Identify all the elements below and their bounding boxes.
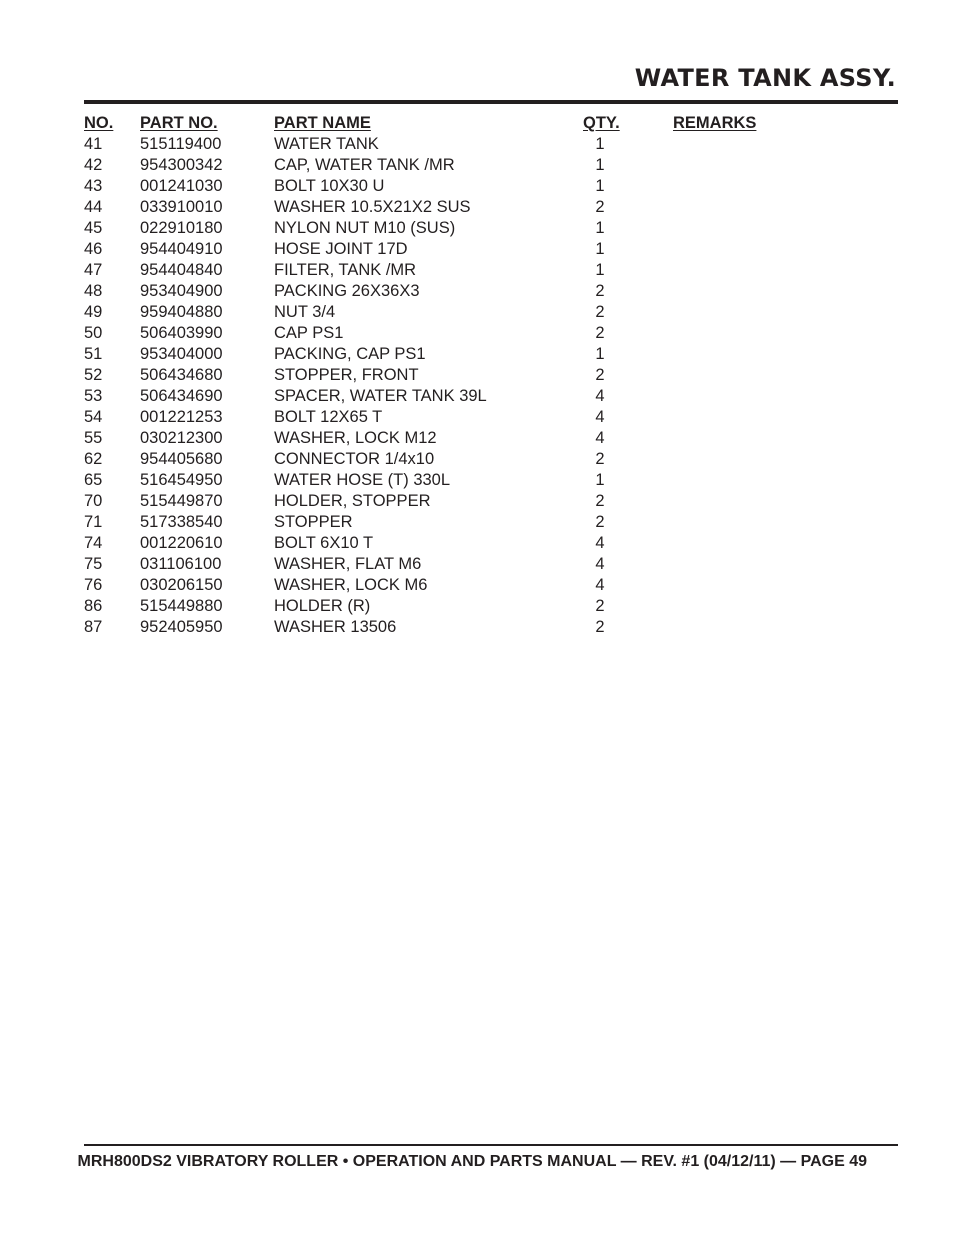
header-remarks: REMARKS (673, 114, 757, 132)
header-part-name: PART NAME (274, 114, 371, 132)
table-header-row (84, 113, 784, 134)
table-row (84, 197, 784, 218)
cell-part-no: 030206150 (140, 576, 223, 594)
cell-part-no: 952405950 (140, 618, 223, 636)
table-row (84, 281, 784, 302)
cell-part-name: STOPPER (274, 513, 353, 531)
cell-part-name: WASHER, LOCK M6 (274, 576, 428, 594)
cell-part-no: 001241030 (140, 177, 223, 195)
cell-part-name: SPACER, WATER TANK 39L (274, 387, 487, 405)
cell-qty: 1 (595, 219, 605, 237)
cell-no: 43 (84, 177, 103, 195)
header-no: NO. (84, 114, 114, 132)
cell-part-no: 001220610 (140, 534, 223, 552)
cell-qty: 2 (595, 492, 605, 510)
cell-no: 76 (84, 576, 103, 594)
cell-part-no: 022910180 (140, 219, 223, 237)
cell-part-no: 517338540 (140, 513, 223, 531)
cell-part-name: WATER TANK (274, 135, 379, 153)
cell-part-no: 515119400 (140, 135, 222, 153)
cell-no: 45 (84, 219, 103, 237)
cell-part-no: 954405680 (140, 450, 223, 468)
cell-no: 41 (84, 135, 103, 153)
header-part-no: PART NO. (140, 114, 218, 132)
cell-no: 87 (84, 618, 103, 636)
cell-part-no: 954404910 (140, 240, 223, 258)
table-row (84, 596, 784, 617)
cell-part-name: STOPPER, FRONT (274, 366, 419, 384)
table-row (84, 533, 784, 554)
cell-qty: 2 (595, 324, 605, 342)
table-row (84, 617, 784, 638)
cell-qty: 1 (595, 261, 605, 279)
cell-part-name: BOLT 10X30 U (274, 177, 385, 195)
page-footer: MRH800DS2 VIBRATORY ROLLER • OPERATION AND PARTS MANUAL — REV. #1 (04/12/11) — PAGE 49 (77, 1153, 867, 1170)
cell-part-name: BOLT 12X65 T (274, 408, 383, 426)
cell-no: 51 (84, 345, 103, 363)
cell-part-name: CONNECTOR 1/4x10 (274, 450, 435, 468)
title-divider (84, 100, 898, 104)
cell-no: 46 (84, 240, 103, 258)
cell-part-no: 001221253 (140, 408, 223, 426)
table-row (84, 260, 784, 281)
cell-part-name: PACKING 26X36X3 (274, 282, 420, 300)
cell-part-no: 506434680 (140, 366, 223, 384)
cell-part-name: CAP, WATER TANK /MR (274, 156, 455, 174)
table-row (84, 428, 784, 449)
parts-table (84, 113, 784, 638)
cell-qty: 1 (595, 345, 605, 363)
table-row (84, 134, 784, 155)
cell-no: 49 (84, 303, 103, 321)
cell-qty: 2 (595, 303, 605, 321)
footer-divider (84, 1144, 898, 1146)
table-row (84, 449, 784, 470)
header-qty: QTY. (583, 114, 620, 132)
table-row (84, 218, 784, 239)
table-row (84, 470, 784, 491)
cell-no: 52 (84, 366, 103, 384)
cell-qty: 4 (595, 555, 605, 573)
table-row (84, 512, 784, 533)
cell-part-name: WASHER, LOCK M12 (274, 429, 437, 447)
cell-part-name: HOSE JOINT 17D (274, 240, 408, 258)
cell-part-name: WATER HOSE (T) 330L (274, 471, 451, 489)
cell-no: 47 (84, 261, 103, 279)
cell-no: 54 (84, 408, 103, 426)
cell-no: 74 (84, 534, 103, 552)
cell-qty: 2 (595, 366, 605, 384)
cell-part-no: 953404000 (140, 345, 223, 363)
cell-part-no: 033910010 (140, 198, 223, 216)
cell-part-name: HOLDER (R) (274, 597, 371, 615)
table-row (84, 407, 784, 428)
cell-no: 53 (84, 387, 103, 405)
cell-qty: 2 (595, 513, 605, 531)
table-row (84, 155, 784, 176)
page-title: WATER TANK ASSY. (634, 64, 896, 92)
table-row (84, 239, 784, 260)
cell-part-name: HOLDER, STOPPER (274, 492, 431, 510)
cell-qty: 1 (595, 135, 605, 153)
table-row (84, 365, 784, 386)
cell-no: 71 (84, 513, 103, 531)
cell-part-name: WASHER 13506 (274, 618, 397, 636)
cell-no: 50 (84, 324, 103, 342)
cell-part-name: NUT 3/4 (274, 303, 336, 321)
cell-qty: 4 (595, 387, 605, 405)
cell-part-no: 959404880 (140, 303, 223, 321)
cell-part-no: 953404900 (140, 282, 223, 300)
table-row (84, 575, 784, 596)
cell-part-no: 954300342 (140, 156, 223, 174)
cell-qty: 2 (595, 618, 605, 636)
cell-part-no: 506434690 (140, 387, 223, 405)
cell-part-name: BOLT 6X10 T (274, 534, 374, 552)
table-row (84, 554, 784, 575)
cell-no: 62 (84, 450, 103, 468)
cell-part-name: WASHER, FLAT M6 (274, 555, 422, 573)
cell-part-no: 515449870 (140, 492, 223, 510)
table-row (84, 323, 784, 344)
cell-qty: 1 (595, 471, 605, 489)
table-row (84, 386, 784, 407)
cell-part-name: PACKING, CAP PS1 (274, 345, 426, 363)
cell-part-no: 030212300 (140, 429, 223, 447)
cell-qty: 1 (595, 156, 605, 174)
cell-no: 44 (84, 198, 103, 216)
cell-part-name: FILTER, TANK /MR (274, 261, 417, 279)
table-row (84, 344, 784, 365)
cell-no: 86 (84, 597, 103, 615)
cell-qty: 4 (595, 429, 605, 447)
cell-no: 42 (84, 156, 103, 174)
cell-qty: 1 (595, 240, 605, 258)
cell-part-name: NYLON NUT M10 (SUS) (274, 219, 456, 237)
table-row (84, 176, 784, 197)
cell-no: 55 (84, 429, 103, 447)
table-body (84, 134, 784, 638)
table-row (84, 491, 784, 512)
cell-part-no: 954404840 (140, 261, 223, 279)
cell-part-no: 031106100 (140, 555, 222, 573)
cell-qty: 2 (595, 450, 605, 468)
cell-part-no: 515449880 (140, 597, 223, 615)
cell-no: 65 (84, 471, 103, 489)
cell-part-no: 516454950 (140, 471, 223, 489)
cell-part-name: WASHER 10.5X21X2 SUS (274, 198, 471, 216)
table-row (84, 302, 784, 323)
cell-no: 75 (84, 555, 103, 573)
cell-no: 48 (84, 282, 103, 300)
cell-qty: 4 (595, 534, 605, 552)
cell-no: 70 (84, 492, 103, 510)
cell-qty: 2 (595, 198, 605, 216)
cell-qty: 2 (595, 597, 605, 615)
cell-qty: 2 (595, 282, 605, 300)
cell-part-no: 506403990 (140, 324, 223, 342)
cell-qty: 1 (595, 177, 605, 195)
cell-qty: 4 (595, 576, 605, 594)
cell-part-name: CAP PS1 (274, 324, 344, 342)
cell-qty: 4 (595, 408, 605, 426)
